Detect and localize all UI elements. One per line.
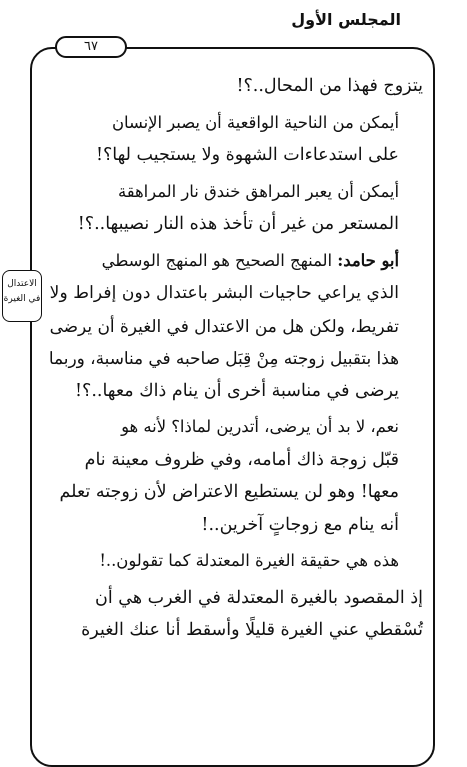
speaker-name: أبو حامد: (337, 250, 399, 270)
text-line: تُسْقطي عني الغيرة قليلًا وأسقط أنا عنك الغيرة (81, 620, 423, 640)
text-line (50, 245, 423, 278)
text-segment: المنهج الصحيح هو المنهج الوسطي (101, 250, 333, 270)
text-line: هذا بتقبيل زوجته مِنْ قِبَل صاحبه في مناسبة، وربما (48, 348, 399, 368)
text-line: أيمكن أن يعبر المراهق خندق نار المراهقة (117, 181, 399, 201)
side-note-line: الاعتدال (7, 279, 37, 289)
paragraph (50, 176, 423, 241)
paragraph (50, 70, 423, 103)
paragraph (50, 411, 423, 541)
paragraph (50, 545, 423, 578)
paragraph (50, 582, 423, 647)
text-line: نعم، لا بد أن يرضى، أتدرين لماذا؟ لأنه هو (121, 417, 399, 436)
page-number: ٦٧ (55, 36, 127, 58)
text-line: أيمكن من الناحية الواقعية أن يصبر الإنسان (112, 112, 399, 132)
chapter-title: المجلس الأول (283, 10, 409, 30)
text-line: الذي يراعي حاجيات البشر باعتدال دون إفراط ولا (49, 283, 399, 303)
paragraph (50, 107, 423, 172)
text-line: يرضى في مناسبة أخرى أن ينام ذاك معها..؟! (75, 380, 399, 401)
text-line: تفريط، ولكن هل من الاعتدال في الغيرة أن يرضى (49, 315, 399, 336)
text-line: معها! وهو لن يستطيع الاعتراض لأن زوجته تعلم (59, 482, 399, 502)
text-line: يتزوج فهذا من المحال..؟! (236, 76, 423, 96)
text-line: على استدعاءات الشهوة ولا يستجيب لها؟! (95, 145, 399, 165)
text-line: المستعر من غير أن تأخذ هذه النار نصيبها..؟! (77, 214, 399, 234)
body-text (50, 70, 423, 647)
side-note-line: في الغيرة (3, 294, 41, 304)
paragraph (50, 245, 423, 408)
side-note-box (2, 270, 42, 322)
text-line: إذ المقصود بالغيرة المعتدلة في الغرب هي أن (94, 587, 423, 608)
text-line: قبّل زوجة ذاك أمامه، وفي ظروف معينة نام (84, 449, 399, 470)
text-line: أنه ينام مع زوجاتٍ آخرين..! (201, 514, 399, 535)
text-line: هذه هي حقيقة الغيرة المعتدلة كما تقولون..! (99, 551, 399, 570)
